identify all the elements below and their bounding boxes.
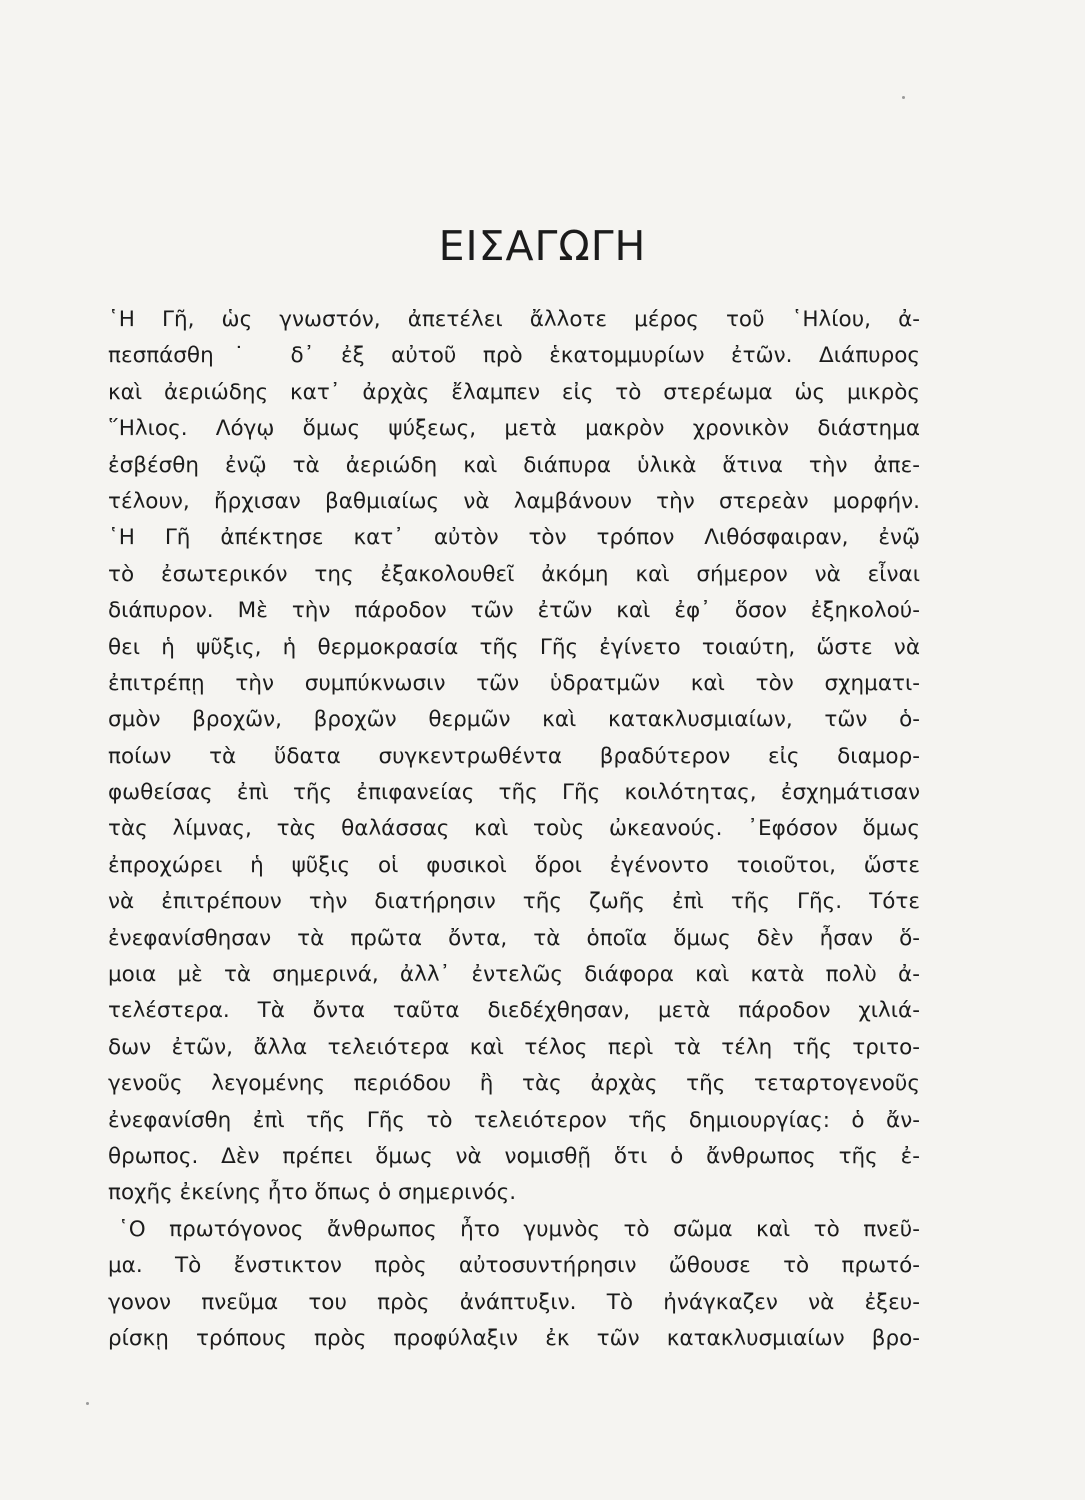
text-line: ἐνεφανίσθησαν τὰ πρῶτα ὄντα, τὰ ὁποῖα ὅμως δὲν ἦσαν ὅ-	[108, 925, 920, 951]
text-line: ρίσκῃ τρόπους πρὸς προφύλαξιν ἐκ τῶν κατακλυσμιαίων βρο-	[108, 1325, 920, 1351]
body-text	[108, 302, 920, 1357]
text-line: ἐπροχώρει ἡ ψῦξις οἱ φυσικοὶ ὅροι ἐγένοντο τοιοῦτοι, ὥστε	[108, 852, 920, 878]
text-line: σμὸν βροχῶν, βροχῶν θερμῶν καὶ κατακλυσμιαίων, τῶν ὁ-	[108, 707, 920, 733]
text-line: πεσπάσθη˙ δ᾿ ἐξ αὐτοῦ πρὸ ἑκατομμυρίων ἐτῶν. Διάπυρος	[108, 343, 920, 369]
text-line: ῾Η Γῆ ἀπέκτησε κατ᾿ αὐτὸν τὸν τρόπον Λιθόσφαιραν, ἐνῷ	[108, 525, 920, 551]
text-line: νὰ ἐπιτρέπουν τὴν διατήρησιν τῆς ζωῆς ἐπὶ τῆς Γῆς. Τότε	[108, 889, 920, 915]
paper-speck	[902, 96, 905, 99]
paper-speck	[86, 1402, 89, 1405]
text-line: τελέστερα. Τὰ ὄντα ταῦτα διεδέχθησαν, μετὰ πάροδον χιλιά-	[108, 998, 920, 1024]
text-line: γενοῦς λεγομένης περιόδου ἢ τὰς ἀρχὰς τῆς τεταρτογενοῦς	[108, 1071, 920, 1097]
text-line: ἐνεφανίσθη ἐπὶ τῆς Γῆς τὸ τελειότερον τῆς δημιουργίας: ὁ ἄν-	[108, 1107, 920, 1133]
text-line: καὶ ἀεριώδης κατ᾿ ἀρχὰς ἔλαμπεν εἰς τὸ στερέωμα ὡς μικρὸς	[108, 379, 920, 405]
text-line: ῞Ηλιος. Λόγῳ ὅμως ψύξεως, μετὰ μακρὸν χρονικὸν διάστημα	[108, 416, 920, 442]
text-line: φωθείσας ἐπὶ τῆς ἐπιφανείας τῆς Γῆς κοιλότητας, ἐσχημάτισαν	[108, 780, 920, 806]
text-line: ποίων τὰ ὕδατα συγκεντρωθέντα βραδύτερον εἰς διαμορ-	[108, 743, 920, 769]
text-line: ῾Ο πρωτόγονος ἄνθρωπος ἦτο γυμνὸς τὸ σῶμα καὶ τὸ πνεῦ-	[118, 1216, 920, 1242]
text-line: ῾Η Γῆ, ὡς γνωστόν, ἀπετέλει ἄλλοτε μέρος τοῦ ῾Ηλίου, ἀ-	[108, 307, 920, 332]
text-line: μοια μὲ τὰ σημερινά, ἀλλ᾿ ἐντελῶς διάφορα καὶ κατὰ πολὺ ἀ-	[108, 962, 920, 988]
page-title: ΕΙΣΑΓΩΓΗ	[438, 222, 647, 270]
text-line: διάπυρον. Μὲ τὴν πάροδον τῶν ἐτῶν καὶ ἐφ᾿ ὅσον ἐξηκολού-	[108, 598, 920, 624]
text-line: ποχῆς ἐκείνης ἦτο ὅπως ὁ σημερινός.	[108, 1180, 517, 1206]
text-line: τέλουν, ἤρχισαν βαθμιαίως νὰ λαμβάνουν τὴν στερεὰν μορφήν.	[108, 488, 920, 514]
text-line: μα. Τὸ ἔνστικτον πρὸς αὐτοσυντήρησιν ὤθουσε τὸ πρωτό-	[108, 1253, 920, 1279]
text-line: ἐσβέσθη ἐνῷ τὰ ἀεριώδη καὶ διάπυρα ὑλικὰ ἅτινα τὴν ἀπε-	[108, 452, 920, 478]
text-line: θρωπος. Δὲν πρέπει ὅμως νὰ νομισθῇ ὅτι ὁ ἄνθρωπος τῆς ἐ-	[108, 1143, 920, 1169]
text-line: δων ἐτῶν, ἄλλα τελειότερα καὶ τέλος περὶ τὰ τέλη τῆς τριτο-	[108, 1034, 920, 1060]
text-line: ἐπιτρέπῃ τὴν συμπύκνωσιν τῶν ὑδρατμῶν καὶ τὸν σχηματι-	[108, 670, 920, 696]
text-line: θει ἡ ψῦξις, ἡ θερμοκρασία τῆς Γῆς ἐγίνετο τοιαύτη, ὥστε νὰ	[108, 634, 920, 660]
text-line: γονον πνεῦμα του πρὸς ἀνάπτυξιν. Τὸ ἠνάγκαζεν νὰ ἐξευ-	[108, 1289, 920, 1315]
text-line: τὰς λίμνας, τὰς θαλάσσας καὶ τοὺς ὠκεανούς. ᾿Εφόσον ὅμως	[108, 816, 920, 842]
text-line: τὸ ἐσωτερικόν της ἐξακολουθεῖ ἀκόμη καὶ σήμερον νὰ εἶναι	[108, 561, 920, 587]
